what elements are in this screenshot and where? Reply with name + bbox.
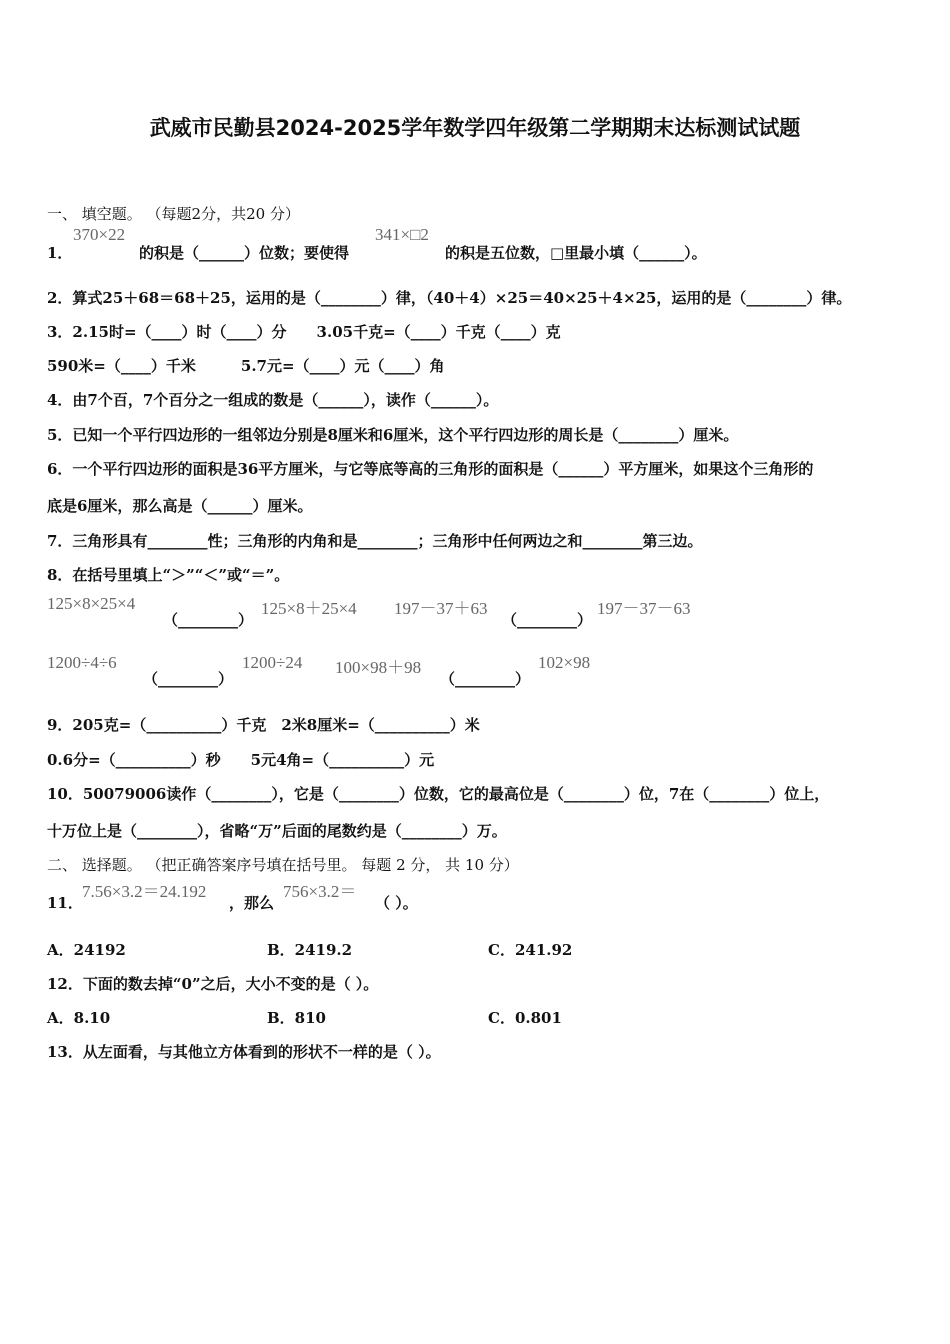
q8-expr-6: 1200÷24 [242, 653, 303, 672]
q8-expr-2: 125×8＋25×4 [261, 599, 357, 618]
question-11-number: 11． [47, 894, 83, 912]
q8-expr-8: 102×98 [538, 653, 591, 672]
question-1-text-2: 的积是五位数，□里最小填（______）。 [445, 244, 707, 262]
q8-expr-1: 125×8×25×4 [47, 594, 136, 613]
question-3-line-1: 3．2.15时=（____）时（____）分 3.05千克=（____）千克（____）克 [47, 323, 561, 341]
question-9-line-1: 9．205克=（__________）千克 2米8厘米=（__________）米 [47, 716, 480, 734]
question-12: 12．下面的数去掉“0”之后，大小不变的是（ ）。 [47, 975, 379, 993]
q12-option-c[interactable]: C．0.801 [488, 1009, 562, 1027]
question-9-line-2: 0.6分=（__________）秒 5元4角=（__________）元 [47, 751, 435, 769]
q8-blank-1[interactable]: （________） [163, 611, 254, 629]
question-2: 2．算式25＋68＝68＋25，运用的是（________）律，（40＋4）×25＝40×25＋4×25，运用的是（________）律。 [47, 289, 852, 307]
question-13: 13．从左面看，与其他立方体看到的形状不一样的是（ ）。 [47, 1043, 441, 1061]
question-4: 4．由7个百，7个百分之一组成的数是（______），读作（______）。 [47, 391, 499, 409]
question-11-math-1: 7.56×3.2＝24.192 [82, 882, 207, 901]
question-11-text-1: ，那么 [229, 894, 275, 912]
q8-expr-7: 100×98＋98 [335, 658, 422, 677]
q8-blank-2[interactable]: （________） [502, 611, 593, 629]
q8-expr-4: 197－37－63 [597, 599, 691, 618]
q11-option-b[interactable]: B．2419.2 [267, 941, 353, 959]
q12-option-a[interactable]: A．8.10 [47, 1009, 111, 1027]
q8-expr-3: 197－37＋63 [394, 599, 488, 618]
question-1-text-1: 的积是（______）位数；要使得 [139, 244, 350, 262]
question-7: 7．三角形具有________性；三角形的内角和是________；三角形中任何两边之和________第三边。 [47, 532, 703, 550]
section-2-heading: 二、 选择题。 （把正确答案序号填在括号里。 每题 2 分， 共 10 分） [47, 856, 519, 874]
q12-option-b[interactable]: B．810 [267, 1009, 326, 1027]
question-5: 5．已知一个平行四边形的一组邻边分别是8厘米和6厘米，这个平行四边形的周长是（________）厘米。 [47, 426, 739, 444]
q8-blank-4[interactable]: （________） [440, 670, 531, 688]
section-1-heading: 一、 填空题。 （每题2分，共20 分） [47, 205, 300, 223]
page-title: 武威市民勤县2024-2025学年数学四年级第二学期期末达标测试试题 [149, 116, 801, 140]
question-10-line-1: 10．50079006读作（________），它是（________）位数，它的最高位是（________）位，7在（________）位上， [47, 785, 830, 803]
question-1-math-1: 370×22 [73, 225, 126, 244]
question-11-math-2: 756×3.2＝ [283, 882, 357, 901]
question-6-line-1: 6．一个平行四边形的面积是36平方厘米，与它等底等高的三角形的面积是（______）平方厘米，如果这个三角形的 [47, 460, 814, 478]
question-1-math-2: 341×□2 [375, 225, 429, 244]
question-1-number: 1． [47, 244, 73, 262]
q11-option-c[interactable]: C．241.92 [488, 941, 573, 959]
question-6-line-2: 底是6厘米，那么高是（______）厘米。 [47, 497, 313, 515]
question-11-text-2: （ ）。 [375, 894, 418, 912]
question-3-line-2: 590米=（____）千米 5.7元=（____）元（____）角 [47, 357, 445, 375]
question-8-intro: 8．在括号里填上“＞”“＜”或“＝”。 [47, 566, 290, 584]
q8-blank-3[interactable]: （________） [143, 670, 234, 688]
question-10-line-2: 十万位上是（________），省略“万”后面的尾数约是（________）万。 [47, 822, 507, 840]
q8-expr-5: 1200÷4÷6 [47, 653, 117, 672]
q11-option-a[interactable]: A．24192 [47, 941, 126, 959]
